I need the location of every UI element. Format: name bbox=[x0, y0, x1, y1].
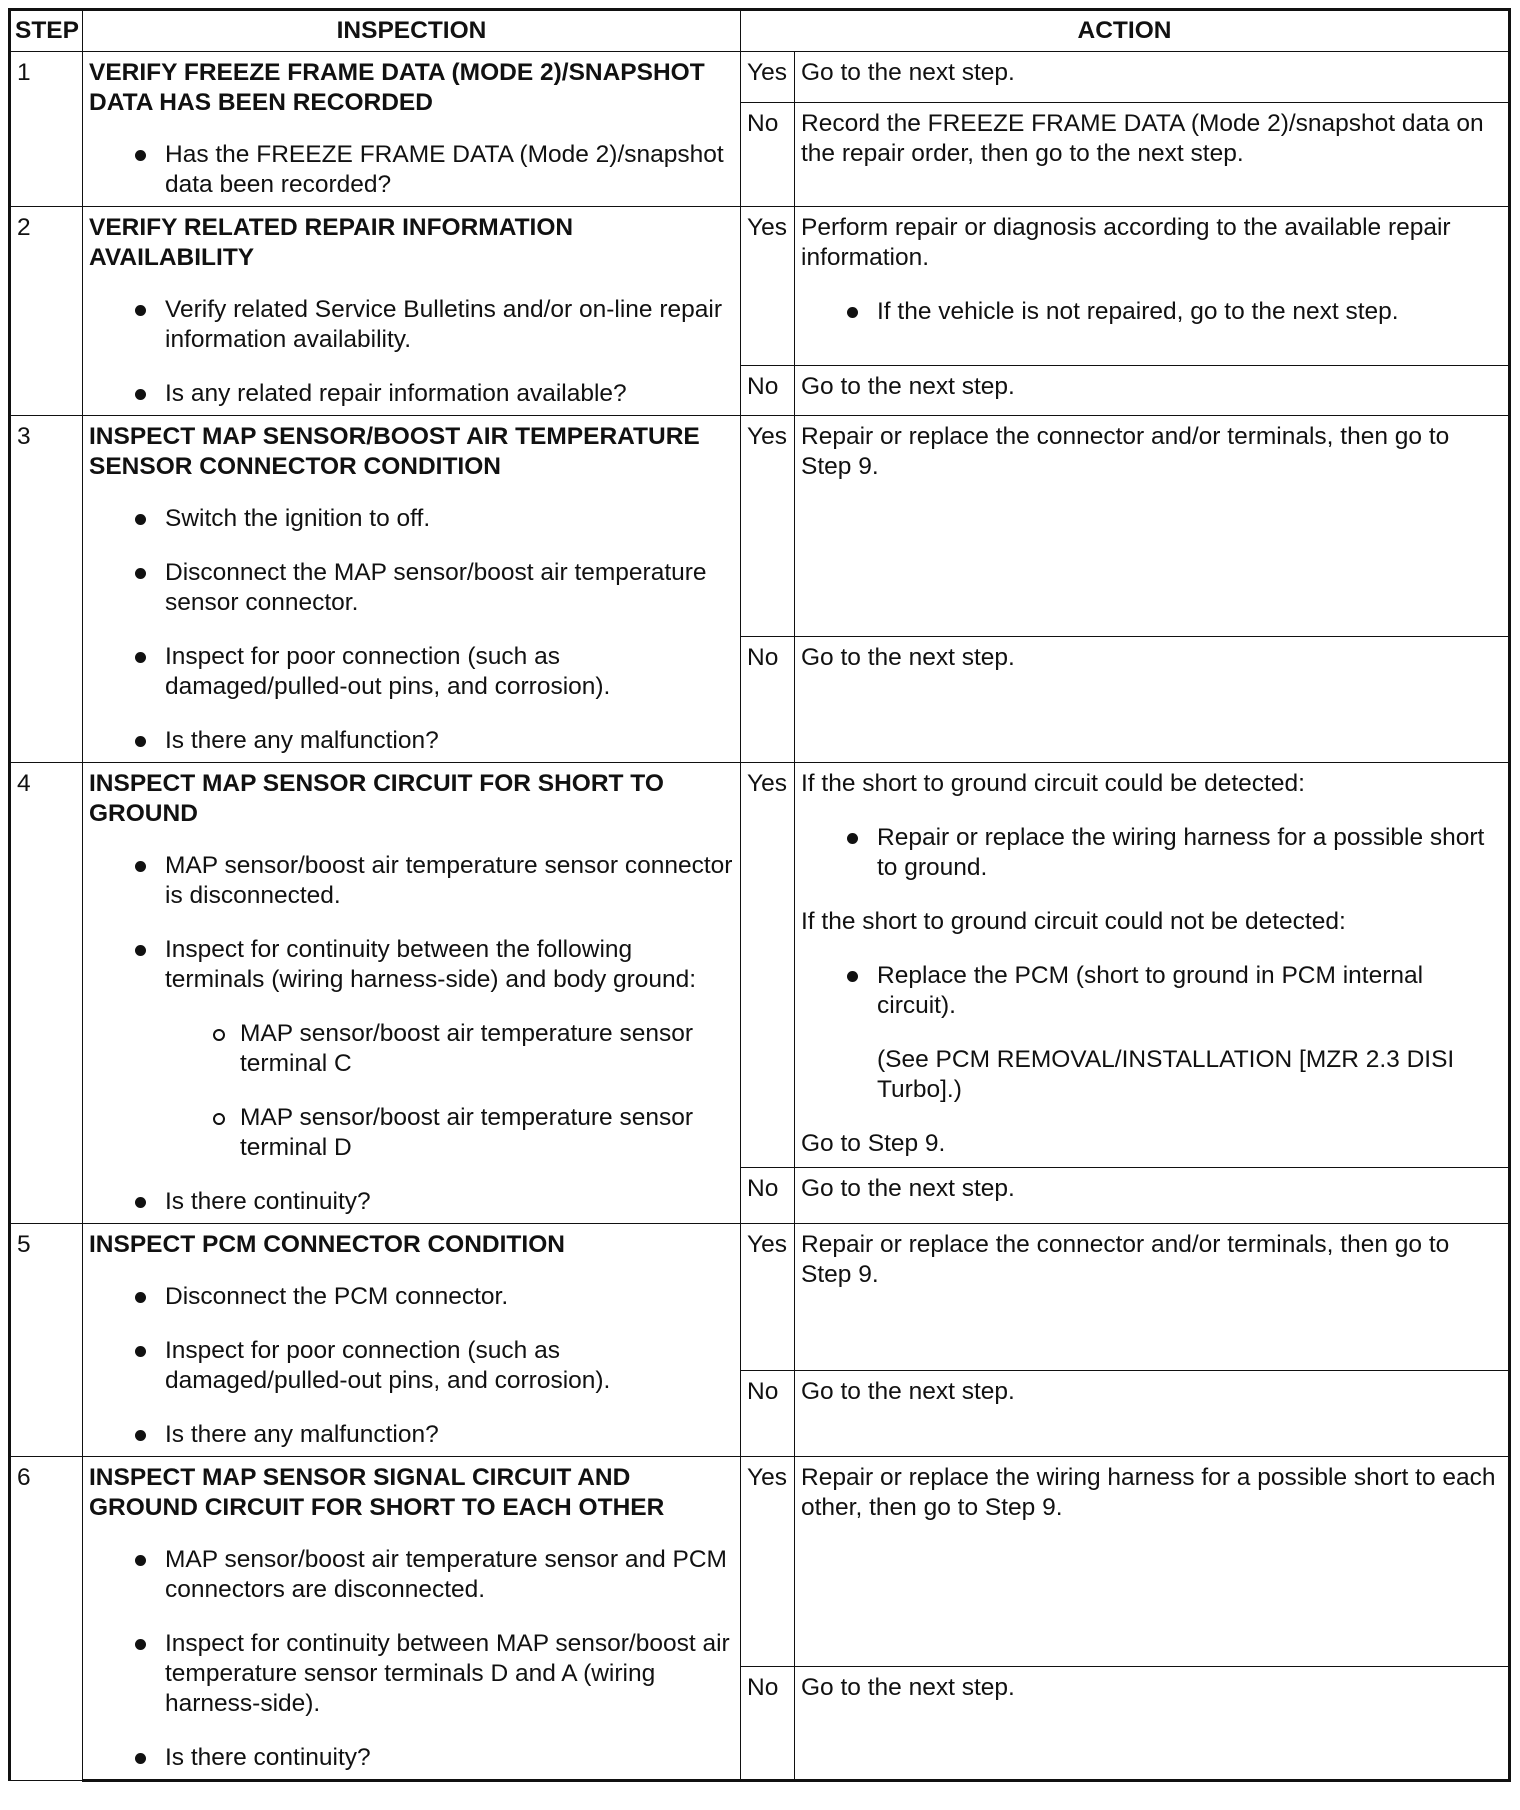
step-number: 5 bbox=[10, 1224, 83, 1457]
inspection-item: Is any related repair information available? bbox=[89, 379, 734, 409]
diagnostic-procedure-table bbox=[8, 8, 1511, 1782]
inspection-item: Disconnect the MAP sensor/boost air temperature sensor connector. bbox=[89, 558, 734, 618]
action-item: If the vehicle is not repaired, go to the next step. bbox=[801, 297, 1502, 327]
yes-label: Yes bbox=[741, 1224, 795, 1371]
action-item bbox=[801, 961, 1502, 1105]
step-4-inspection bbox=[83, 763, 741, 1224]
step-title: VERIFY RELATED REPAIR INFORMATION AVAILABILITY bbox=[89, 214, 574, 271]
step-title: INSPECT MAP SENSOR CIRCUIT FOR SHORT TO GROUND bbox=[89, 770, 664, 827]
step-number: 4 bbox=[10, 763, 83, 1224]
header-inspection: INSPECTION bbox=[83, 10, 741, 52]
inspection-item-text: Inspect for continuity between the following terminals (wiring harness-side) and body ground: bbox=[165, 936, 697, 993]
action-item-text: Replace the PCM (short to ground in PCM internal circuit). bbox=[877, 962, 1424, 1019]
yes-label: Yes bbox=[741, 52, 795, 103]
table-header-row bbox=[10, 10, 1510, 52]
yes-label: Yes bbox=[741, 1457, 795, 1667]
no-action: Go to the next step. bbox=[795, 1667, 1510, 1781]
inspection-item: MAP sensor/boost air temperature sensor and PCM connectors are disconnected. bbox=[89, 1545, 734, 1605]
yes-action bbox=[795, 763, 1510, 1168]
step-3-inspection bbox=[83, 416, 741, 763]
inspection-item bbox=[89, 935, 734, 1163]
step-1-inspection bbox=[83, 52, 741, 207]
step-title: INSPECT MAP SENSOR SIGNAL CIRCUIT AND GROUND CIRCUIT FOR SHORT TO EACH OTHER bbox=[89, 1464, 665, 1521]
yes-action: Repair or replace the connector and/or terminals, then go to Step 9. bbox=[795, 1224, 1510, 1371]
header-action: ACTION bbox=[741, 10, 1510, 52]
step-5-inspection bbox=[83, 1224, 741, 1457]
step-number: 1 bbox=[10, 52, 83, 207]
inspection-item: Is there continuity? bbox=[89, 1743, 734, 1773]
inspection-subitem: MAP sensor/boost air temperature sensor terminal C bbox=[165, 1019, 734, 1079]
inspection-item: Disconnect the PCM connector. bbox=[89, 1282, 734, 1312]
step-2-inspection bbox=[83, 207, 741, 416]
step-2-yes-row bbox=[10, 207, 1510, 366]
action-item: Repair or replace the wiring harness for a possible short to ground. bbox=[801, 823, 1502, 883]
inspection-item: Switch the ignition to off. bbox=[89, 504, 734, 534]
no-label: No bbox=[741, 637, 795, 763]
action-text: Go to Step 9. bbox=[801, 1130, 946, 1157]
yes-action: Go to the next step. bbox=[795, 52, 1510, 103]
inspection-item: Is there any malfunction? bbox=[89, 1420, 734, 1450]
step-number: 2 bbox=[10, 207, 83, 416]
no-action: Go to the next step. bbox=[795, 1371, 1510, 1457]
step-title: VERIFY FREEZE FRAME DATA (MODE 2)/SNAPSHOT DATA HAS BEEN RECORDED bbox=[89, 59, 705, 116]
no-label: No bbox=[741, 1371, 795, 1457]
no-label: No bbox=[741, 1168, 795, 1224]
action-text: Perform repair or diagnosis according to the available repair information. bbox=[801, 214, 1451, 271]
no-label: No bbox=[741, 103, 795, 207]
yes-action bbox=[795, 207, 1510, 366]
inspection-item: Is there continuity? bbox=[89, 1187, 734, 1217]
see-reference: (See PCM REMOVAL/INSTALLATION [MZR 2.3 DISI Turbo].) bbox=[877, 1046, 1455, 1103]
inspection-item: Inspect for continuity between MAP sensor/boost air temperature sensor terminals D and A (wiring harness-side). bbox=[89, 1629, 734, 1719]
no-label: No bbox=[741, 366, 795, 416]
inspection-item: Is there any malfunction? bbox=[89, 726, 734, 756]
step-1-yes-row bbox=[10, 52, 1510, 103]
inspection-item: Inspect for poor connection (such as damaged/pulled-out pins, and corrosion). bbox=[89, 642, 734, 702]
yes-label: Yes bbox=[741, 416, 795, 637]
no-action: Record the FREEZE FRAME DATA (Mode 2)/snapshot data on the repair order, then go to the next step. bbox=[795, 103, 1510, 207]
action-text: If the short to ground circuit could be detected: bbox=[801, 770, 1305, 797]
header-step: STEP bbox=[10, 10, 83, 52]
step-4-yes-row bbox=[10, 763, 1510, 1168]
step-title: INSPECT PCM CONNECTOR CONDITION bbox=[89, 1231, 565, 1258]
step-number: 3 bbox=[10, 416, 83, 763]
inspection-subitem: MAP sensor/boost air temperature sensor terminal D bbox=[165, 1103, 734, 1163]
no-action: Go to the next step. bbox=[795, 1168, 1510, 1224]
yes-label: Yes bbox=[741, 207, 795, 366]
yes-label: Yes bbox=[741, 763, 795, 1168]
step-5-yes-row bbox=[10, 1224, 1510, 1371]
inspection-item: Has the FREEZE FRAME DATA (Mode 2)/snapshot data been recorded? bbox=[89, 140, 734, 200]
step-title: INSPECT MAP SENSOR/BOOST AIR TEMPERATURE SENSOR CONNECTOR CONDITION bbox=[89, 423, 700, 480]
no-action: Go to the next step. bbox=[795, 637, 1510, 763]
yes-action: Repair or replace the connector and/or terminals, then go to Step 9. bbox=[795, 416, 1510, 637]
inspection-item: Inspect for poor connection (such as damaged/pulled-out pins, and corrosion). bbox=[89, 1336, 734, 1396]
yes-action: Repair or replace the wiring harness for a possible short to each other, then go to Step 9. bbox=[795, 1457, 1510, 1667]
step-3-yes-row bbox=[10, 416, 1510, 637]
step-6-inspection bbox=[83, 1457, 741, 1781]
inspection-item: MAP sensor/boost air temperature sensor connector is disconnected. bbox=[89, 851, 734, 911]
step-number: 6 bbox=[10, 1457, 83, 1781]
no-action: Go to the next step. bbox=[795, 366, 1510, 416]
step-6-yes-row bbox=[10, 1457, 1510, 1667]
no-label: No bbox=[741, 1667, 795, 1781]
action-text: If the short to ground circuit could not be detected: bbox=[801, 908, 1346, 935]
inspection-item: Verify related Service Bulletins and/or on-line repair information availability. bbox=[89, 295, 734, 355]
